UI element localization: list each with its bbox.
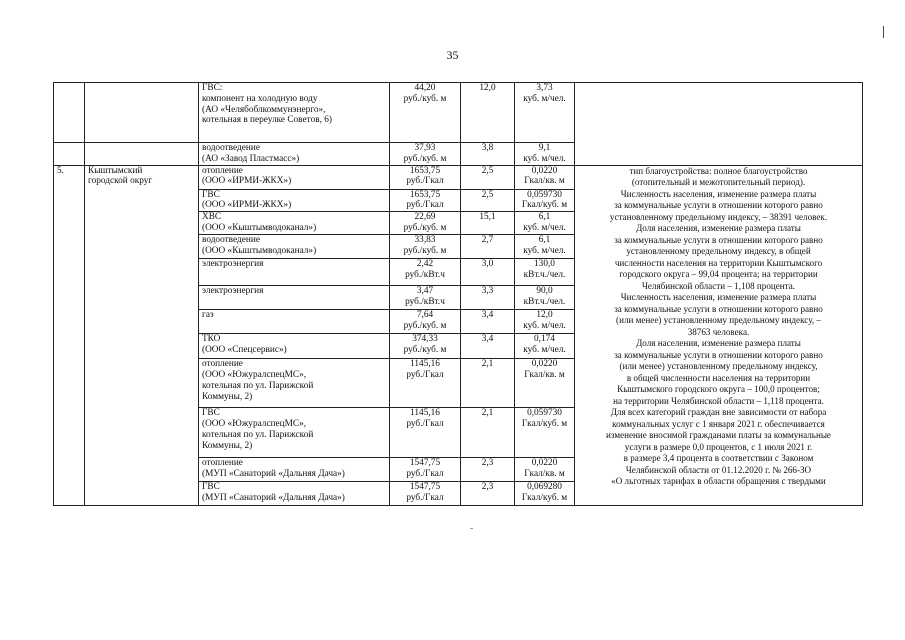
- service-cell: электроэнергия: [199, 286, 390, 310]
- service-cell: газ: [199, 310, 390, 334]
- tariff-cell: 33,83 руб./куб. м: [390, 235, 461, 259]
- percent-cell: 12,0: [461, 83, 515, 143]
- description-text: тип благоустройства: полное благоустройство (отопительный и межотопительный период). Численность населения, изменение размера платы за коммунальные услуги в отношении которого равно установленному предельному индексу, – 38391 человек. Доля населения, изменение размера платы за коммунальные услуги в отношении которого равно установленному предельному индексу, в общей численности населения на территории Кыштымского городского округа – 99,04 процента; на территории Челябинской области – 1,108 процента. Численность населения, изменение размера платы за коммунальные услуги в отношении которого равно (или менее) установленному предельному индексу, – 38763 человека. Доля населения, изменение размера платы за коммунальные услуги в отношении которого равно (или менее) установленному предельному индексу, в общей численности населения на территории Кыштымского городского округа – 100,0 процентов; на территории Челябинской области – 1,118 процента. Для всех категорий граждан вне зависимости от набора коммунальных услуг с 1 января 2021 г. обеспечивается изменение вносимой гражданами платы за коммунальные услуги в размере 0,0 процентов, с 1 июля 2021 г. в размере 3,4 процента в соответствии с Законом Челябинской области от 01.12.2020 г. № 266-ЗО «О льготных тарифах в области обращения с твердыми: [575, 165, 863, 506]
- table-row: [54, 165, 863, 189]
- tariff-cell: 374,33 руб./куб. м: [390, 334, 461, 359]
- index-cell: [54, 83, 85, 143]
- norm-cell: 12,0 куб. м/чел.: [515, 310, 575, 334]
- service-cell: ГВС (ООО «ИРМИ-ЖКХ»): [199, 189, 390, 212]
- tariff-cell: 1145,16 руб./Гкал: [390, 359, 461, 408]
- percent-cell: 2,5: [461, 165, 515, 189]
- description-cell: [575, 83, 863, 166]
- norm-cell: 0,0220 Гкал/кв. м: [515, 458, 575, 482]
- municipality-cell: [85, 143, 199, 166]
- norm-cell: 9,1 куб. м/чел.: [515, 143, 575, 166]
- norm-cell: 6,1 куб. м/чел.: [515, 235, 575, 259]
- norm-cell: 130,0 кВт.ч./чел.: [515, 259, 575, 286]
- norm-cell: 0,0220 Гкал/кв. м: [515, 359, 575, 408]
- table-row: [54, 83, 863, 143]
- norm-cell: 0,059730 Гкал/куб. м: [515, 189, 575, 212]
- tariff-cell: 37,93 руб./куб. м: [390, 143, 461, 166]
- tariff-cell: 1145,16 руб./Гкал: [390, 408, 461, 458]
- tariff-cell: 3,47 руб./кВт.ч: [390, 286, 461, 310]
- service-cell: электроэнергия: [199, 259, 390, 286]
- percent-cell: 3,3: [461, 286, 515, 310]
- norm-cell: 0,069280 Гкал/куб. м: [515, 482, 575, 506]
- service-cell: отопление (ООО «ИРМИ-ЖКХ»): [199, 165, 390, 189]
- section-index: 5.: [54, 165, 85, 506]
- percent-cell: 2,1: [461, 408, 515, 458]
- service-cell: отопление (ООО «ЮжуралспецМС», котельная по ул. Парижской Коммуны, 2): [199, 359, 390, 408]
- tariff-cell: 22,69 руб./куб. м: [390, 212, 461, 235]
- norm-cell: 0,174 куб. м/чел.: [515, 334, 575, 359]
- percent-cell: 2,3: [461, 458, 515, 482]
- service-cell: отопление (МУП «Санаторий «Дальняя Дача»): [199, 458, 390, 482]
- percent-cell: 2,7: [461, 235, 515, 259]
- percent-cell: 2,1: [461, 359, 515, 408]
- tariff-cell: 1547,75 руб./Гкал: [390, 458, 461, 482]
- service-cell: ТКО (ООО «Спецсервис»): [199, 334, 390, 359]
- page-number: 35: [446, 48, 459, 62]
- scan-speck: [470, 528, 473, 529]
- service-cell: водоотведение (АО «Завод Пластмасс»): [199, 143, 390, 166]
- percent-cell: 3,4: [461, 334, 515, 359]
- service-cell: ГВС: компонент на холодную воду (АО «Челябоблкоммунэнерго», котельная в переулке Советов, 6): [199, 83, 390, 143]
- index-cell: [54, 143, 85, 166]
- tariff-table: [53, 82, 863, 506]
- norm-cell: 3,73 куб. м/чел.: [515, 83, 575, 143]
- service-cell: водоотведение (ООО «Кыштымводоканал»): [199, 235, 390, 259]
- tariff-cell: 2,42 руб./кВт.ч: [390, 259, 461, 286]
- percent-cell: 2,5: [461, 189, 515, 212]
- service-cell: ГВС (ООО «ЮжуралспецМС», котельная по ул. Парижской Коммуны, 2): [199, 408, 390, 458]
- norm-cell: 6,1 куб. м/чел.: [515, 212, 575, 235]
- tariff-cell: 7,64 руб./куб. м: [390, 310, 461, 334]
- percent-cell: 2,3: [461, 482, 515, 506]
- service-cell: ГВС (МУП «Санаторий «Дальняя Дача»): [199, 482, 390, 506]
- norm-cell: 0,059730 Гкал/куб. м: [515, 408, 575, 458]
- tariff-cell: 1547,75 руб./Гкал: [390, 482, 461, 506]
- norm-cell: 0,0220 Гкал/кв. м: [515, 165, 575, 189]
- service-cell: ХВС (ООО «Кыштымводоканал»): [199, 212, 390, 235]
- norm-cell: 90,0 кВт.ч./чел.: [515, 286, 575, 310]
- municipality-name: Кыштымский городской округ: [85, 165, 199, 506]
- percent-cell: 3,0: [461, 259, 515, 286]
- scan-edge-mark: [883, 26, 884, 38]
- tariff-cell: 1653,75 руб./Гкал: [390, 189, 461, 212]
- municipality-cell: [85, 83, 199, 143]
- percent-cell: 15,1: [461, 212, 515, 235]
- tariff-cell: 1653,75 руб./Гкал: [390, 165, 461, 189]
- tariff-cell: 44,20 руб./куб. м: [390, 83, 461, 143]
- percent-cell: 3,8: [461, 143, 515, 166]
- percent-cell: 3,4: [461, 310, 515, 334]
